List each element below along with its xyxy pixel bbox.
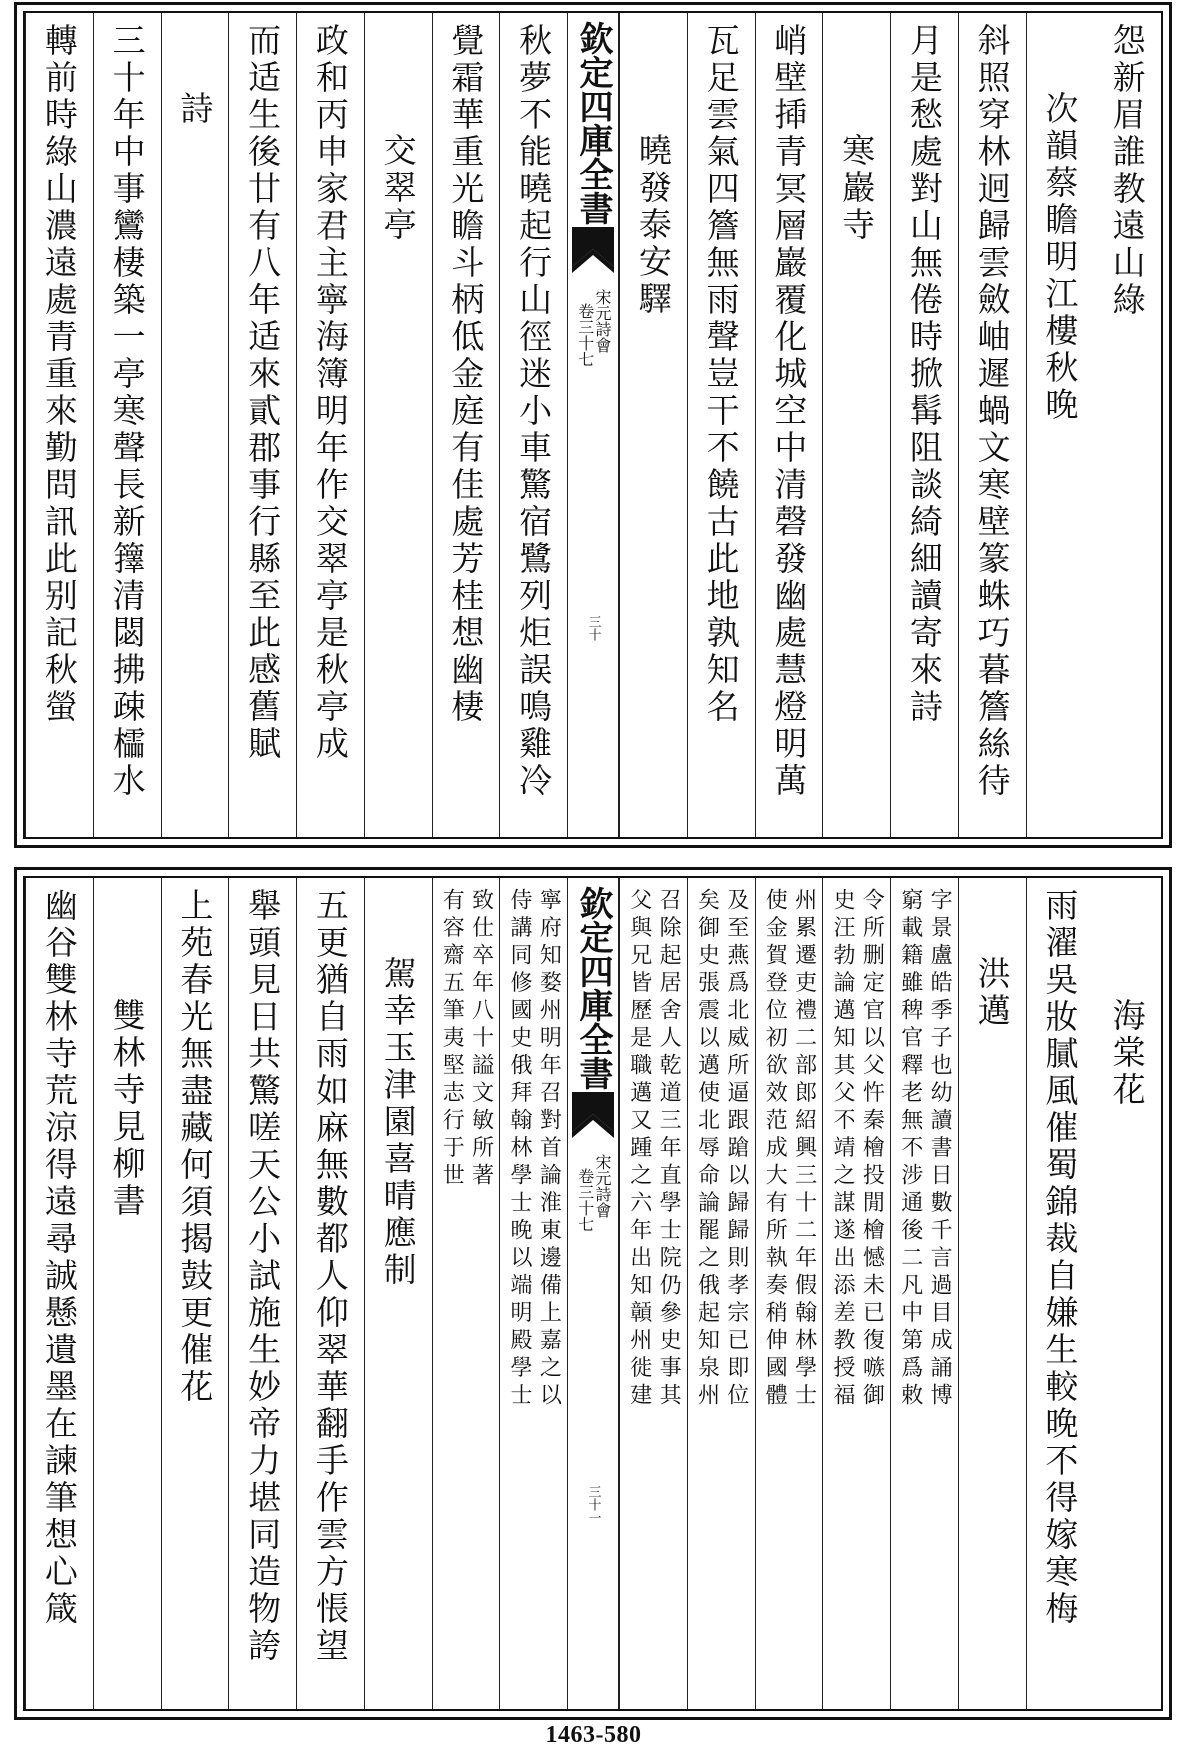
text-column [687,878,755,1709]
poem-line: 怨新眉誰教遠山綠 [1107,23,1147,319]
text-column [890,878,958,1709]
leaf-number: 三十 [585,615,601,641]
upper-page-frame [14,2,1172,848]
text-column [822,878,890,1709]
annotation-line-right: 召除起居舍人乾道三年直學士院仍參史事其 [656,888,682,1411]
text-column [619,13,687,837]
book-title-label: 宋元詩會 [593,1154,612,1218]
text-column [890,13,958,837]
annotation-double-line [827,888,886,1709]
annotation-line-left: 窮載籍雖稗官釋老無不涉通後二凡中第爲敕 [897,888,923,1411]
text-column [364,13,432,837]
text-column [432,878,500,1709]
poem-line: 雨濯吳妝膩風催蜀錦裁自嫌生較晚不得嫁寒梅 [1040,888,1080,1628]
text-column [755,878,823,1709]
poem-line: 月是愁處對山無倦時掀髯阻談綺細讀寄來詩 [904,23,944,726]
annotation-line-left: 侍講同修國史俄拜翰林學士晚以端明殿學士 [506,888,532,1411]
annotation-line-right: 及至燕爲北威所逼跟蹌以歸歸則孝宗已即位 [723,888,749,1411]
poem-line: 斜照穿林迥歸雲斂岫遲蝸文寒壁篆蛛巧暮簷絲待 [972,23,1012,800]
text-column [619,878,687,1709]
annotation-double-line [504,888,563,1709]
annotation-double-line [895,888,954,1709]
poem-line: 覺霜華重光瞻斗柄低金庭有佳處芳桂想幽棲 [446,23,486,726]
poem-line: 峭壁揷青冥層巖覆化城空中清磬發幽處慧燈明萬 [769,23,809,800]
annotation-line-left: 使金賀登位初欲效范成大有所執奏稍伸國體 [762,888,788,1411]
poem-line: 幽谷雙林寺荒涼得遠尋誠懸遺墨在諫筆想心箴 [39,888,79,1628]
text-column [822,13,890,837]
center-fold-column [567,13,619,837]
annotation-line-left: 有容齋五筆夷堅志行于世 [439,888,465,1191]
text-column [432,13,500,837]
center-fold-column [567,878,619,1709]
text-column [25,13,93,837]
annotation-line-right: 致仕卒年八十謚文敏所著 [468,888,494,1191]
poem-title: 交翠亭 [378,133,418,244]
poem-title: 海棠花 [1107,998,1147,1109]
text-column [755,13,823,837]
poem-line: 三十年中事鸞棲築一亭寒聲長新籜清閟拂疎櫺水 [107,23,147,800]
poem-title: 駕幸玉津園喜晴應制 [378,956,418,1289]
annotation-double-line [624,888,683,1709]
collection-title: 欽定四庫全書 [573,886,613,1090]
text-column [958,13,1026,837]
lower-page-text-area [23,876,1163,1711]
text-column [364,878,432,1709]
poem-line: 上苑春光無盡藏何須揭鼓更催花 [175,888,215,1406]
poem-line: 五更猶自雨如麻無數都人仰翠華翻手作雲方悵望 [310,888,350,1665]
poem-line: 秋夢不能曉起行山徑迷小車驚宿鷺列炬誤鳴雞冷 [514,23,554,800]
annotation-line-right: 州累遷吏禮二部郎紹興三十二年假翰林學士 [791,888,817,1411]
text-column [93,878,161,1709]
text-column [296,13,364,837]
text-column [1093,13,1161,837]
fish-tail-mark-icon [572,227,614,273]
lower-page-frame [14,867,1172,1720]
text-column [1026,13,1094,837]
poem-title: 次韻蔡瞻明江樓秋晚 [1040,91,1080,424]
poem-line: 而适生後廿有八年适來貳郡事行縣至此感舊賦 [243,23,283,763]
poem-title: 詩 [175,91,215,128]
text-column [499,13,567,837]
volume-label: 卷三十七 [575,1168,595,1232]
annotation-line-left: 父與兄皆歷是職邁又踵之六年出知贑州徙建 [626,888,652,1411]
poem-line: 瓦足雲氣四簷無雨聲豈干不饒古此地孰知名 [701,23,741,726]
book-title-label: 宋元詩會 [593,289,612,353]
text-column [499,878,567,1709]
annotation-line-right: 字景盧皓季子也幼讀書日數千言過目成誦博 [927,888,953,1411]
poem-line: 轉前時綠山濃遠處青重來勤問訊此别記秋螢 [39,23,79,726]
text-column [1093,878,1161,1709]
text-column [93,13,161,837]
annotation-line-right: 寧府知婺州明年召對首論淮東邊備上嘉之以 [536,888,562,1411]
upper-page-text-area [23,11,1163,839]
page-number: 1463-580 [545,1722,642,1748]
annotation-double-line [760,888,819,1709]
text-column [296,878,364,1709]
poem-title: 曉發泰安驛 [633,133,673,318]
text-column [161,878,229,1709]
annotation-double-line [437,888,496,1709]
annotation-line-left: 史汪勃論邁知其父不靖之謀遂出添差教授福 [829,888,855,1411]
text-column [161,13,229,837]
poem-title: 洪邁 [972,956,1012,1030]
poem-title: 雙林寺見柳書 [107,998,147,1220]
text-column [228,878,296,1709]
annotation-line-left: 矣御史張震以邁使北辱命論罷之俄起知泉州 [694,888,720,1411]
volume-label: 卷三十七 [575,303,595,367]
fish-tail-mark-icon [572,1092,614,1138]
poem-line: 政和丙申家君主寧海簿明年作交翠亭是秋亭成 [310,23,350,763]
text-column [228,13,296,837]
text-column [958,878,1026,1709]
leaf-number: 三十一 [585,1485,601,1524]
text-column [687,13,755,837]
collection-title: 欽定四庫全書 [573,21,613,225]
text-column [25,878,93,1709]
annotation-line-right: 令所删定官以父忤秦檜投閒檜憾未已復嗾御 [859,888,885,1411]
text-column [1026,878,1094,1709]
annotation-double-line [692,888,751,1709]
poem-line: 舉頭見日共驚嗟天公小試施生妙帝力堪同造物誇 [243,888,283,1665]
poem-title: 寒巖寺 [837,133,877,244]
